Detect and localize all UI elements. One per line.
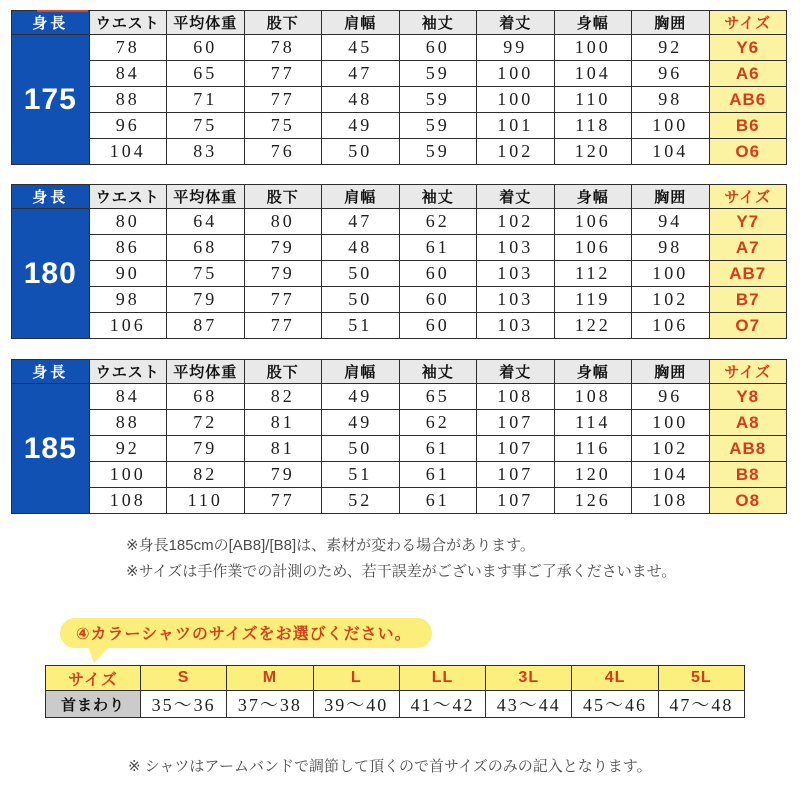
size-code-cell: Y7 xyxy=(709,209,787,235)
column-header-2: 平均体重 xyxy=(167,185,245,209)
table-row xyxy=(12,35,787,61)
table-row xyxy=(12,462,787,488)
column-header-6: 着丈 xyxy=(477,360,555,384)
measurement-cell: 96 xyxy=(89,113,167,139)
column-header-3: 股下 xyxy=(244,360,322,384)
measurement-cell: 61 xyxy=(399,488,477,514)
measurement-cell: 106 xyxy=(554,209,632,235)
column-header-4: 肩幅 xyxy=(322,185,400,209)
neck-size-cell: 39〜40 xyxy=(313,691,399,718)
size-code-cell: AB8 xyxy=(709,436,787,462)
measurement-cell: 86 xyxy=(89,235,167,261)
column-header-7: 身幅 xyxy=(554,11,632,35)
measurement-cell: 106 xyxy=(89,313,167,339)
table-row xyxy=(12,235,787,261)
measurement-cell: 90 xyxy=(89,261,167,287)
size-code-cell: O8 xyxy=(709,488,787,514)
measurement-cell: 48 xyxy=(322,235,400,261)
table-row xyxy=(12,261,787,287)
column-header-7: 身幅 xyxy=(554,185,632,209)
measurement-cell: 51 xyxy=(322,462,400,488)
measurement-cell: 80 xyxy=(244,209,322,235)
neck-size-cell: 45〜46 xyxy=(572,691,658,718)
measurement-cell: 100 xyxy=(89,462,167,488)
measurement-cell: 62 xyxy=(399,410,477,436)
measurement-cell: 49 xyxy=(322,384,400,410)
measurement-cell: 68 xyxy=(167,235,245,261)
measurement-cell: 100 xyxy=(554,35,632,61)
measurement-cell: 59 xyxy=(399,139,477,165)
measurement-cell: 75 xyxy=(167,113,245,139)
measurement-cell: 112 xyxy=(554,261,632,287)
measurement-cell: 107 xyxy=(477,436,555,462)
measurement-cell: 50 xyxy=(322,436,400,462)
table-row xyxy=(12,313,787,339)
size-code-cell: O7 xyxy=(709,313,787,339)
size-code-cell: AB6 xyxy=(709,87,787,113)
table-row xyxy=(12,384,787,410)
measurement-cell: 79 xyxy=(167,436,245,462)
column-header-5: 袖丈 xyxy=(399,360,477,384)
column-header-8: 胸囲 xyxy=(632,360,710,384)
measurement-cell: 108 xyxy=(554,384,632,410)
measurement-cell: 78 xyxy=(244,35,322,61)
size-table-180 xyxy=(11,184,787,339)
measurement-cell: 84 xyxy=(89,384,167,410)
shirt-column-header-0: サイズ xyxy=(46,666,141,691)
neck-size-cell: 37〜38 xyxy=(227,691,313,718)
measurement-cell: 80 xyxy=(89,209,167,235)
measurement-cell: 118 xyxy=(554,113,632,139)
shirt-column-header-6: 4L xyxy=(572,666,658,691)
measurement-cell: 83 xyxy=(167,139,245,165)
table-row xyxy=(12,113,787,139)
measurement-cell: 48 xyxy=(322,87,400,113)
size-code-cell: A6 xyxy=(709,61,787,87)
measurement-cell: 108 xyxy=(477,384,555,410)
size-code-cell: A7 xyxy=(709,235,787,261)
measurement-cell: 103 xyxy=(477,261,555,287)
measurement-cell: 96 xyxy=(632,61,710,87)
column-header-1: ウエスト xyxy=(89,11,167,35)
measurement-cell: 60 xyxy=(399,261,477,287)
measurement-cell: 88 xyxy=(89,87,167,113)
measurement-cell: 98 xyxy=(632,87,710,113)
neck-size-cell: 43〜44 xyxy=(486,691,572,718)
height-cell: 180 xyxy=(12,209,90,339)
height-cell: 175 xyxy=(12,35,90,165)
shirt-column-header-4: LL xyxy=(399,666,485,691)
measurement-cell: 62 xyxy=(399,209,477,235)
column-header-3: 股下 xyxy=(244,11,322,35)
measurement-cell: 50 xyxy=(322,287,400,313)
measurement-cell: 120 xyxy=(554,462,632,488)
column-header-6: 着丈 xyxy=(477,185,555,209)
table-row xyxy=(12,436,787,462)
measurement-cell: 103 xyxy=(477,313,555,339)
column-header-5: 袖丈 xyxy=(399,185,477,209)
size-table-185 xyxy=(11,359,787,514)
size-code-cell: B8 xyxy=(709,462,787,488)
measurement-cell: 71 xyxy=(167,87,245,113)
measurement-cell: 106 xyxy=(554,235,632,261)
size-table-175 xyxy=(11,10,787,165)
column-header-8: 胸囲 xyxy=(632,185,710,209)
measurement-cell: 79 xyxy=(167,287,245,313)
measurement-cell: 60 xyxy=(399,313,477,339)
measurement-cell: 77 xyxy=(244,313,322,339)
measurement-cell: 116 xyxy=(554,436,632,462)
measurement-cell: 98 xyxy=(89,287,167,313)
measurement-cell: 120 xyxy=(554,139,632,165)
neck-size-cell: 41〜42 xyxy=(399,691,485,718)
measurement-cell: 107 xyxy=(477,410,555,436)
height-cell: 185 xyxy=(12,384,90,514)
measurement-cell: 110 xyxy=(554,87,632,113)
measurement-cell: 92 xyxy=(632,35,710,61)
column-header-9: サイズ xyxy=(709,11,787,35)
table-row xyxy=(12,410,787,436)
note-measurement: ※サイズは手作業での計測のため、若干誤差がございます事ご了承くださいませ。 xyxy=(126,563,677,580)
measurement-cell: 114 xyxy=(554,410,632,436)
measurement-cell: 60 xyxy=(399,35,477,61)
size-code-cell: AB7 xyxy=(709,261,787,287)
column-header-4: 肩幅 xyxy=(322,360,400,384)
measurement-cell: 104 xyxy=(632,462,710,488)
neck-size-cell: 47〜48 xyxy=(658,691,744,718)
measurement-cell: 59 xyxy=(399,61,477,87)
measurement-cell: 61 xyxy=(399,235,477,261)
measurement-cell: 61 xyxy=(399,436,477,462)
measurement-cell: 45 xyxy=(322,35,400,61)
measurement-cell: 49 xyxy=(322,113,400,139)
column-header-0: 身長 xyxy=(12,185,90,209)
measurement-cell: 84 xyxy=(89,61,167,87)
column-header-4: 肩幅 xyxy=(322,11,400,35)
measurement-cell: 119 xyxy=(554,287,632,313)
size-code-cell: B6 xyxy=(709,113,787,139)
measurement-cell: 100 xyxy=(632,410,710,436)
column-header-0: 身長 xyxy=(12,360,90,384)
measurement-cell: 122 xyxy=(554,313,632,339)
table-row xyxy=(12,61,787,87)
measurement-cell: 51 xyxy=(322,313,400,339)
column-header-9: サイズ xyxy=(709,185,787,209)
measurement-cell: 103 xyxy=(477,287,555,313)
shirt-column-header-7: 5L xyxy=(658,666,744,691)
measurement-cell: 50 xyxy=(322,139,400,165)
table-row xyxy=(12,87,787,113)
column-header-9: サイズ xyxy=(709,360,787,384)
measurement-cell: 60 xyxy=(167,35,245,61)
measurement-cell: 104 xyxy=(554,61,632,87)
note-material: ※身長185cmの[AB8]/[B8]は、素材が変わる場合があります。 xyxy=(126,537,535,554)
measurement-cell: 99 xyxy=(477,35,555,61)
table-row xyxy=(12,488,787,514)
measurement-cell: 102 xyxy=(632,287,710,313)
measurement-cell: 98 xyxy=(632,235,710,261)
measurement-cell: 77 xyxy=(244,87,322,113)
measurement-cell: 104 xyxy=(632,139,710,165)
measurement-cell: 65 xyxy=(399,384,477,410)
table-row xyxy=(12,287,787,313)
column-header-0: 身長 xyxy=(12,11,90,35)
table-row xyxy=(12,139,787,165)
measurement-cell: 65 xyxy=(167,61,245,87)
size-code-cell: O6 xyxy=(709,139,787,165)
size-code-cell: A8 xyxy=(709,410,787,436)
measurement-cell: 107 xyxy=(477,488,555,514)
shirt-note: ※ シャツはアームバンドで調節して頂くので首サイズのみの記入となります。 xyxy=(128,758,652,775)
measurement-cell: 77 xyxy=(244,488,322,514)
measurement-cell: 72 xyxy=(167,410,245,436)
size-code-cell: B7 xyxy=(709,287,787,313)
neck-size-cell: 35〜36 xyxy=(141,691,227,718)
size-code-cell: Y8 xyxy=(709,384,787,410)
measurement-cell: 108 xyxy=(89,488,167,514)
measurement-cell: 75 xyxy=(244,113,322,139)
measurement-cell: 78 xyxy=(89,35,167,61)
column-header-1: ウエスト xyxy=(89,360,167,384)
measurement-cell: 82 xyxy=(167,462,245,488)
shirt-column-header-2: M xyxy=(227,666,313,691)
measurement-cell: 59 xyxy=(399,113,477,139)
measurement-cell: 52 xyxy=(322,488,400,514)
measurement-cell: 79 xyxy=(244,261,322,287)
measurement-cell: 77 xyxy=(244,61,322,87)
measurement-cell: 47 xyxy=(322,209,400,235)
shirt-size-table xyxy=(45,665,745,718)
measurement-cell: 79 xyxy=(244,235,322,261)
measurement-cell: 77 xyxy=(244,287,322,313)
measurement-cell: 101 xyxy=(477,113,555,139)
measurement-cell: 47 xyxy=(322,61,400,87)
measurement-cell: 102 xyxy=(477,209,555,235)
column-header-6: 着丈 xyxy=(477,11,555,35)
measurement-cell: 76 xyxy=(244,139,322,165)
measurement-cell: 88 xyxy=(89,410,167,436)
column-header-3: 股下 xyxy=(244,185,322,209)
measurement-cell: 92 xyxy=(89,436,167,462)
table-row xyxy=(46,691,745,718)
measurement-cell: 79 xyxy=(244,462,322,488)
measurement-cell: 126 xyxy=(554,488,632,514)
measurement-cell: 64 xyxy=(167,209,245,235)
column-header-7: 身幅 xyxy=(554,360,632,384)
measurement-cell: 96 xyxy=(632,384,710,410)
measurement-cell: 107 xyxy=(477,462,555,488)
shirt-column-header-5: 3L xyxy=(486,666,572,691)
measurement-cell: 100 xyxy=(477,61,555,87)
measurement-cell: 75 xyxy=(167,261,245,287)
measurement-cell: 100 xyxy=(632,113,710,139)
shirt-section-title: ④カラーシャツのサイズをお選びください。 xyxy=(76,626,412,643)
measurement-cell: 61 xyxy=(399,462,477,488)
measurement-cell: 49 xyxy=(322,410,400,436)
measurement-cell: 50 xyxy=(322,261,400,287)
neck-row-label: 首まわり xyxy=(46,691,141,718)
size-notes xyxy=(126,533,800,585)
shirt-section-title-bubble xyxy=(60,618,432,648)
measurement-cell: 106 xyxy=(632,313,710,339)
measurement-cell: 102 xyxy=(477,139,555,165)
measurement-cell: 94 xyxy=(632,209,710,235)
cropped-red-mark xyxy=(37,10,88,12)
measurement-cell: 110 xyxy=(167,488,245,514)
shirt-column-header-3: L xyxy=(313,666,399,691)
table-row xyxy=(12,209,787,235)
measurement-cell: 104 xyxy=(89,139,167,165)
column-header-2: 平均体重 xyxy=(167,11,245,35)
measurement-cell: 100 xyxy=(632,261,710,287)
shirt-column-header-1: S xyxy=(141,666,227,691)
bubble-tail xyxy=(88,646,110,663)
measurement-cell: 60 xyxy=(399,287,477,313)
column-header-8: 胸囲 xyxy=(632,11,710,35)
measurement-cell: 102 xyxy=(632,436,710,462)
measurement-cell: 68 xyxy=(167,384,245,410)
measurement-cell: 103 xyxy=(477,235,555,261)
measurement-cell: 87 xyxy=(167,313,245,339)
measurement-cell: 82 xyxy=(244,384,322,410)
measurement-cell: 59 xyxy=(399,87,477,113)
measurement-cell: 100 xyxy=(477,87,555,113)
measurement-cell: 81 xyxy=(244,410,322,436)
size-code-cell: Y6 xyxy=(709,35,787,61)
column-header-5: 袖丈 xyxy=(399,11,477,35)
measurement-cell: 81 xyxy=(244,436,322,462)
column-header-1: ウエスト xyxy=(89,185,167,209)
column-header-2: 平均体重 xyxy=(167,360,245,384)
measurement-cell: 108 xyxy=(632,488,710,514)
